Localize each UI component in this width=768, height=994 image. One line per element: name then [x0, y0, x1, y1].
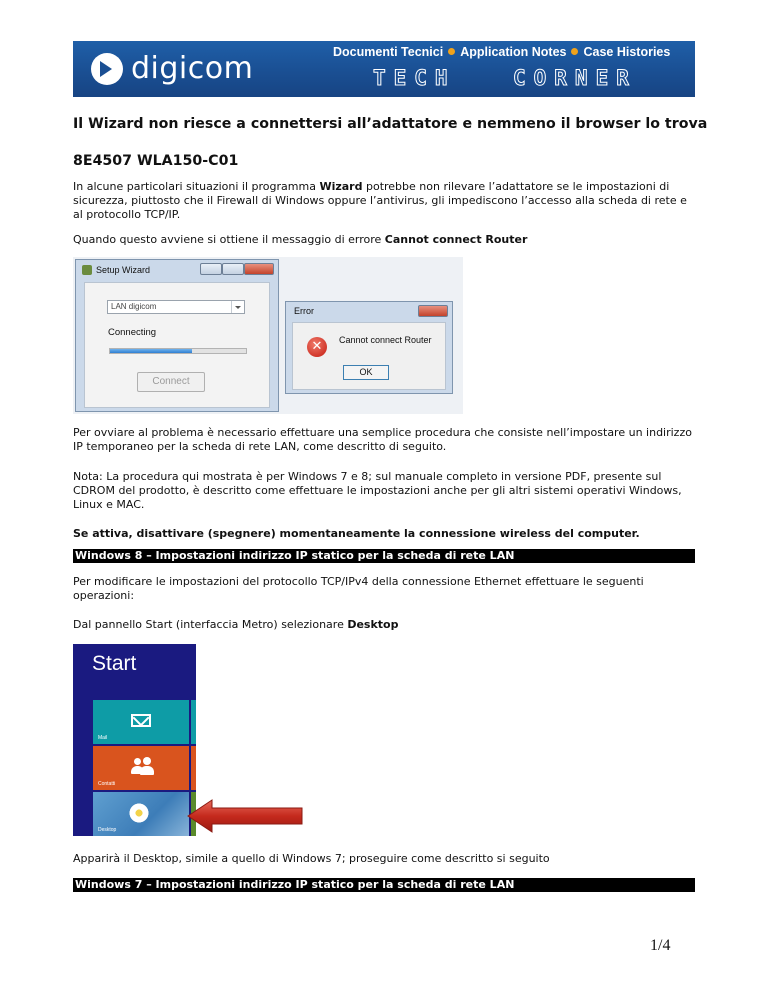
- header-banner: [73, 41, 695, 97]
- setup-wizard-window: [75, 259, 279, 412]
- maximize-icon: [222, 263, 244, 275]
- bold-error-message: Cannot connect Router: [384, 233, 528, 246]
- paragraph-note: Nota: La procedura qui mostrata è per Windows 7 e 8; sul manuale completo in versione PDF, presente sul CDROM del prodotto, è descritto come effettuare le impostazioni anche per gli altri sistemi operativi Windows, Linux e MAC.: [73, 470, 682, 511]
- window-title: Setup Wizard: [96, 265, 151, 275]
- close-icon: [244, 263, 274, 275]
- bullet-icon: [448, 48, 455, 55]
- setup-wizard-screenshot: [73, 257, 463, 414]
- start-title: Start: [92, 652, 137, 675]
- tile-desktop: [93, 792, 189, 836]
- minimize-icon: [200, 263, 222, 275]
- text-span: Quando questo avviene si ottiene il messaggio di errore: [73, 233, 385, 246]
- model-heading: 8E4507 WLA150-C01: [73, 153, 239, 169]
- paragraph-error-info: [73, 233, 698, 247]
- wizard-app-icon: [82, 265, 92, 275]
- paragraph-desktop-appears: Apparirà il Desktop, simile a quello di Windows 7; proseguire come descritto si seguito: [73, 852, 550, 865]
- tech-corner-title: [373, 66, 693, 94]
- paragraph-start-panel: [73, 618, 698, 632]
- paragraph-intro: [73, 180, 698, 222]
- tile-edge: [191, 700, 196, 744]
- paragraph-tcpip: Per modificare le impostazioni del protocollo TCP/IPv4 della connessione Ethernet effettuare le seguenti operazioni:: [73, 575, 644, 602]
- text-span: potrebbe non rilevare l’adattatore se le impostazioni di sicurezza, piuttosto che il Firewall di Windows oppure l’antivirus, gli impediscono l’accesso alla scheda di rete e al protocollo TCP/IP.: [73, 180, 687, 221]
- error-x-icon: ✕: [307, 337, 327, 357]
- bold-desktop: Desktop: [347, 618, 399, 631]
- select-value: LAN digicom: [111, 302, 157, 311]
- tile-label: Desktop: [98, 827, 117, 833]
- text-span: Dal pannello Start (interfaccia Metro) selezionare: [73, 618, 348, 631]
- nav-item-documenti: Documenti Tecnici: [333, 45, 444, 59]
- daisy-wallpaper-icon: [128, 802, 150, 824]
- tile-contatti: [93, 746, 189, 790]
- lan-select: [107, 300, 245, 314]
- progress-bar: [109, 348, 247, 354]
- nav-item-case-histories: Case Histories: [583, 45, 671, 59]
- tile-label: Contatti: [98, 781, 116, 787]
- dialog-client-area: [292, 322, 446, 390]
- paragraph-warning: Se attiva, disattivare (spegnere) momentaneamente la connessione wireless del computer.: [73, 527, 640, 540]
- banner-nav: [333, 45, 670, 59]
- dialog-title: Error: [294, 306, 314, 316]
- red-arrow-icon: [186, 798, 304, 834]
- progress-fill: [110, 349, 192, 353]
- mail-icon: [131, 714, 151, 727]
- tile-edge: [191, 746, 196, 790]
- error-dialog: [285, 301, 453, 394]
- wizard-client-area: [84, 282, 270, 408]
- connect-button: Connect: [137, 372, 205, 392]
- ok-button: OK: [343, 365, 389, 380]
- error-message: Cannot connect Router: [339, 335, 432, 345]
- text-span: In alcune particolari situazioni il programma: [73, 180, 320, 193]
- tech-corner-word-1: TECH: [373, 66, 456, 90]
- nav-item-application-notes: Application Notes: [460, 45, 567, 59]
- tile-mail: [93, 700, 189, 744]
- tile-label: Mail: [98, 735, 108, 741]
- page-title: Il Wizard non riesce a connettersi all’adattatore e nemmeno il browser lo trova: [73, 116, 708, 132]
- windows8-start-screenshot: [73, 644, 196, 836]
- bold-wizard: Wizard: [319, 180, 363, 193]
- section-header-windows-8: Windows 8 – Impostazioni indirizzo IP statico per la scheda di rete LAN: [73, 549, 695, 563]
- bullet-icon: [571, 48, 578, 55]
- chevron-down-icon: [231, 301, 244, 313]
- page-number: 1/4: [650, 937, 671, 954]
- people-icon: [129, 757, 153, 775]
- section-header-windows-7: Windows 7 – Impostazioni indirizzo IP statico per la scheda di rete LAN: [73, 878, 695, 892]
- close-icon: [418, 305, 448, 317]
- logo-text: digicom: [131, 51, 254, 86]
- tech-corner-word-2: CORNER: [513, 66, 637, 90]
- status-text: Connecting: [108, 327, 157, 338]
- logo-arrow-icon: [100, 61, 112, 77]
- paragraph-solution: Per ovviare al problema è necessario effettuare una semplice procedura che consiste nell’impostare un indirizzo IP temporaneo per la scheda di rete LAN, come descritto di seguito.: [73, 426, 692, 453]
